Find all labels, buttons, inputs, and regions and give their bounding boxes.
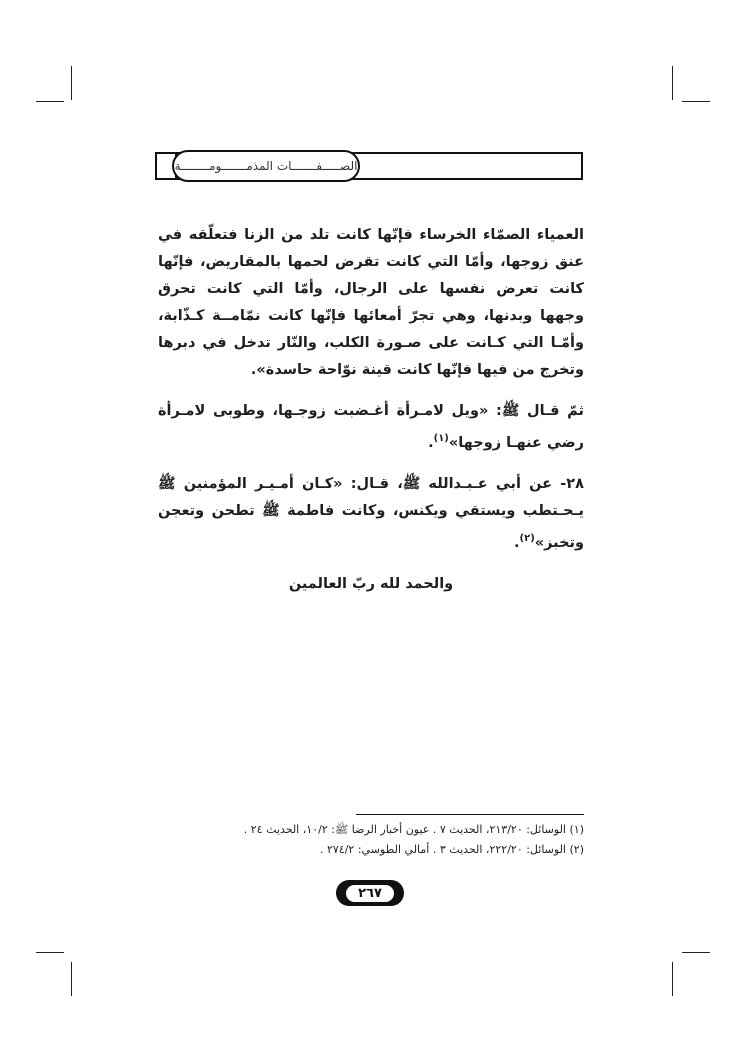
main-text <box>158 222 584 612</box>
page-number: ٢٦٧ <box>346 885 394 902</box>
footnotes <box>158 820 584 860</box>
footnote-divider <box>356 814 584 815</box>
crop-mark <box>71 66 72 100</box>
footnote-ref: (٢) <box>519 532 535 544</box>
crop-mark <box>672 66 673 100</box>
paragraph: ثمّ قـال ﷺ: «ويل لامـرأة أغـضبت زوجـها، وطوبى لامـرأة رضي عنهـا زوجها»$^{(١)}$. <box>158 403 584 451</box>
closing-line: والحمد لله ربّ العالمين <box>288 575 454 592</box>
running-header-title <box>172 150 360 182</box>
paragraph: العمياء الصمّاء الخرساء فإنّها كانت تلد من الزنا فتعلّقه في عنق زوجها، وأمّا التي كانت تقرض لحمها بالمقاريض، فإنّها كانت تعرض نفسها على الرجال، وأمّا التي كانت تحرق وجهها وبدنها، وهي تجرّ أمعائها فإنّها كانت نمّامــة كـذّابة، وأمّـا التي كـانت على صـورة الكلب، والنّار تدخل في دبرها وتخرج من فيها فإنّها كانت قينة نوّاحة حاسدة». <box>158 227 584 378</box>
crop-mark <box>682 952 710 953</box>
footnote-ref: (١) <box>433 433 449 444</box>
crop-mark <box>682 101 710 102</box>
crop-mark <box>36 101 64 102</box>
page-number-badge <box>336 880 404 906</box>
crop-mark <box>71 962 72 996</box>
header-title-text: الصـــــفـــــــات المذمـــــــومــــــــة <box>174 159 358 173</box>
footnote: (٢) الوسائل: ٢٢٢/٢٠، الحديث ٣ . أمالي الطوسي: ٢٧٤/٢ . <box>320 843 584 856</box>
paragraph: ٢٨- عن أبي عـبـدالله ﷺ، قـال: «كـان أمـيـر المؤمنين ﷺ يـحـتطب ويستقي ويكنس، وكانت فاطمة ﷺ تطحن وتعجن وتخبز»$^{(٢)}$. <box>158 475 584 551</box>
crop-mark <box>672 962 673 996</box>
footnote: (١) الوسائل: ٢١٣/٢٠، الحديث ٧ . عيون أخبار الرضا ﷺ: ١٠/٢، الحديث ٢٤ . <box>243 823 584 836</box>
crop-mark <box>36 952 64 953</box>
